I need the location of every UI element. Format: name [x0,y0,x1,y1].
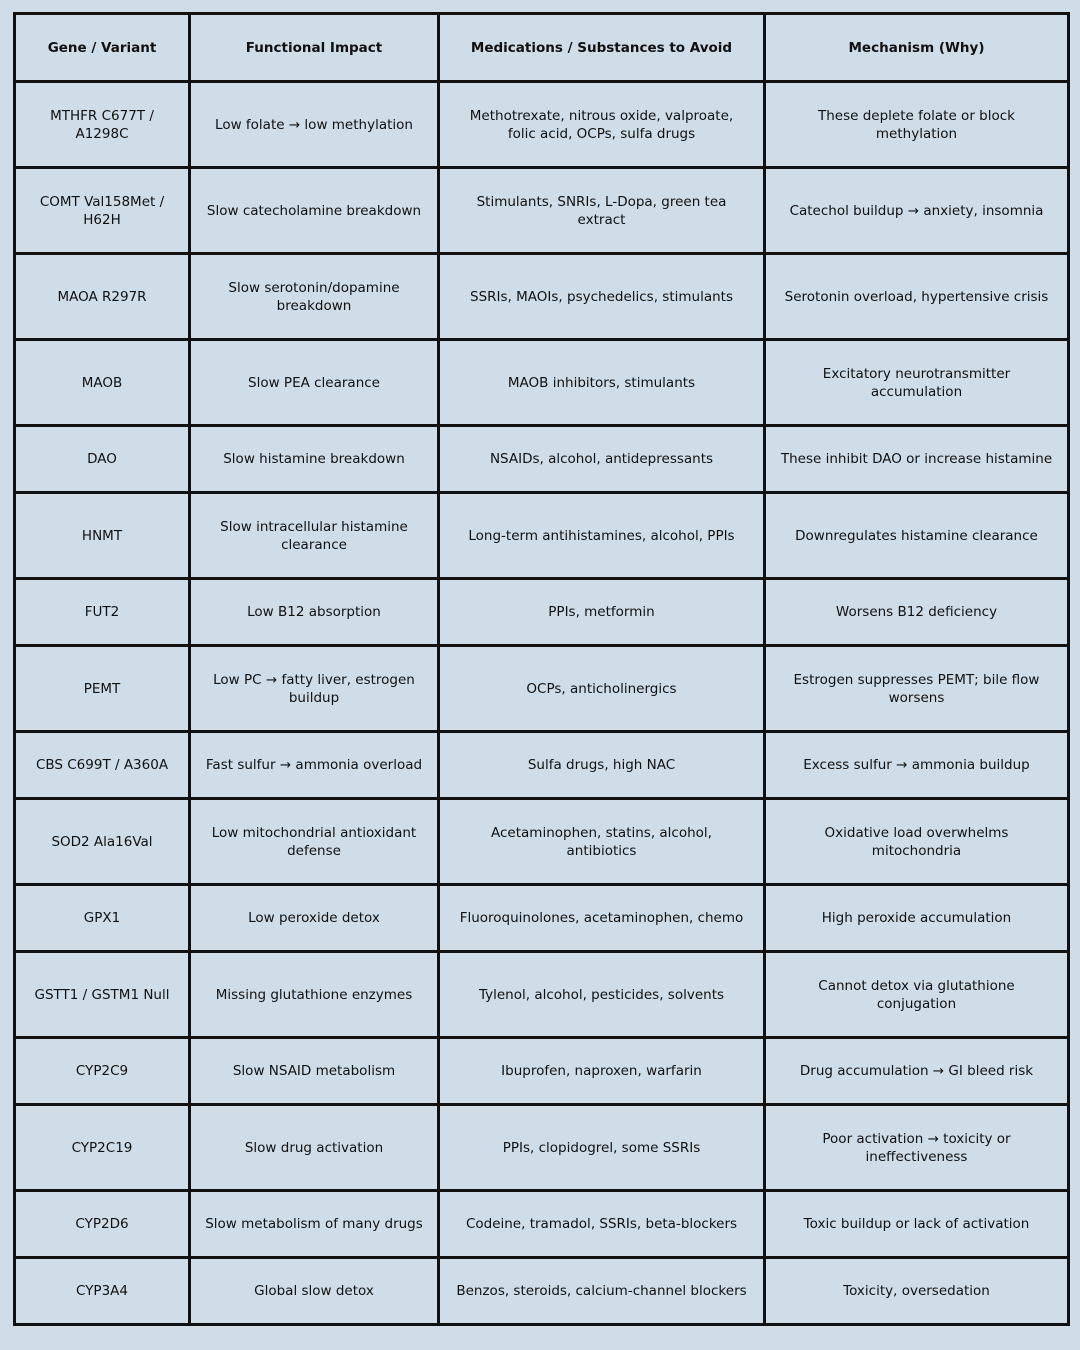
mechanism-cell: Oxidative load overwhelms mitochondria [765,799,1069,885]
header-medications-to-avoid: Medications / Substances to Avoid [439,14,765,82]
avoid-cell: Fluoroquinolones, acetaminophen, chemo [439,885,765,952]
impact-cell: Low mitochondrial antioxidant defense [190,799,439,885]
header-mechanism: Mechanism (Why) [765,14,1069,82]
avoid-cell: SSRIs, MAOIs, psychedelics, stimulants [439,254,765,340]
avoid-cell: Tylenol, alcohol, pesticides, solvents [439,952,765,1038]
header-functional-impact: Functional Impact [190,14,439,82]
impact-cell: Low B12 absorption [190,579,439,646]
header-row [15,14,1069,82]
impact-cell: Slow catecholamine breakdown [190,168,439,254]
mechanism-cell: High peroxide accumulation [765,885,1069,952]
gene-cell: GPX1 [15,885,190,952]
gene-cell: SOD2 Ala16Val [15,799,190,885]
impact-cell: Missing glutathione enzymes [190,952,439,1038]
impact-cell: Global slow detox [190,1258,439,1325]
gene-cell: GSTT1 / GSTM1 Null [15,952,190,1038]
mechanism-cell: Excess sulfur → ammonia buildup [765,732,1069,799]
avoid-cell: Codeine, tramadol, SSRIs, beta-blockers [439,1191,765,1258]
avoid-cell: OCPs, anticholinergics [439,646,765,732]
table-row [15,493,1069,579]
avoid-cell: Long-term antihistamines, alcohol, PPIs [439,493,765,579]
mechanism-cell: Excitatory neurotransmitter accumulation [765,340,1069,426]
gene-cell: DAO [15,426,190,493]
table-header [15,14,1069,82]
mechanism-cell: Drug accumulation → GI bleed risk [765,1038,1069,1105]
gene-cell: MTHFR C677T / A1298C [15,82,190,168]
table-row [15,1105,1069,1191]
table-row [15,1258,1069,1325]
impact-cell: Slow histamine breakdown [190,426,439,493]
gene-cell: CYP2D6 [15,1191,190,1258]
mechanism-cell: These deplete folate or block methylation [765,82,1069,168]
avoid-cell: Acetaminophen, statins, alcohol, antibiotics [439,799,765,885]
table-row [15,799,1069,885]
mechanism-cell: These inhibit DAO or increase histamine [765,426,1069,493]
avoid-cell: MAOB inhibitors, stimulants [439,340,765,426]
gene-cell: CYP3A4 [15,1258,190,1325]
impact-cell: Low folate → low methylation [190,82,439,168]
gene-cell: COMT Val158Met / H62H [15,168,190,254]
mechanism-cell: Cannot detox via glutathione conjugation [765,952,1069,1038]
avoid-cell: Ibuprofen, naproxen, warfarin [439,1038,765,1105]
table-row [15,885,1069,952]
mechanism-cell: Catechol buildup → anxiety, insomnia [765,168,1069,254]
table-row [15,732,1069,799]
gene-cell: CYP2C19 [15,1105,190,1191]
avoid-cell: Methotrexate, nitrous oxide, valproate, folic acid, OCPs, sulfa drugs [439,82,765,168]
mechanism-cell: Serotonin overload, hypertensive crisis [765,254,1069,340]
table-row [15,1038,1069,1105]
table-row [15,1191,1069,1258]
avoid-cell: NSAIDs, alcohol, antidepressants [439,426,765,493]
table-row [15,646,1069,732]
table-row [15,340,1069,426]
table-row [15,254,1069,340]
mechanism-cell: Toxicity, oversedation [765,1258,1069,1325]
avoid-cell: Sulfa drugs, high NAC [439,732,765,799]
avoid-cell: PPIs, metformin [439,579,765,646]
avoid-cell: Stimulants, SNRIs, L-Dopa, green tea extract [439,168,765,254]
impact-cell: Slow intracellular histamine clearance [190,493,439,579]
table-row [15,168,1069,254]
table-row [15,952,1069,1038]
mechanism-cell: Toxic buildup or lack of activation [765,1191,1069,1258]
table-row [15,82,1069,168]
gene-cell: HNMT [15,493,190,579]
impact-cell: Slow drug activation [190,1105,439,1191]
table-row [15,579,1069,646]
gene-cell: CYP2C9 [15,1038,190,1105]
impact-cell: Slow serotonin/dopamine breakdown [190,254,439,340]
avoid-cell: PPIs, clopidogrel, some SSRIs [439,1105,765,1191]
impact-cell: Slow NSAID metabolism [190,1038,439,1105]
impact-cell: Low PC → fatty liver, estrogen buildup [190,646,439,732]
gene-cell: MAOB [15,340,190,426]
impact-cell: Fast sulfur → ammonia overload [190,732,439,799]
gene-medication-table [13,12,1070,1326]
header-gene-variant: Gene / Variant [15,14,190,82]
mechanism-cell: Poor activation → toxicity or ineffectiveness [765,1105,1069,1191]
impact-cell: Low peroxide detox [190,885,439,952]
gene-cell: MAOA R297R [15,254,190,340]
mechanism-cell: Worsens B12 deficiency [765,579,1069,646]
gene-cell: FUT2 [15,579,190,646]
mechanism-cell: Downregulates histamine clearance [765,493,1069,579]
mechanism-cell: Estrogen suppresses PEMT; bile flow worsens [765,646,1069,732]
gene-cell: CBS C699T / A360A [15,732,190,799]
gene-cell: PEMT [15,646,190,732]
table-body [15,82,1069,1325]
table-row [15,426,1069,493]
avoid-cell: Benzos, steroids, calcium-channel blockers [439,1258,765,1325]
impact-cell: Slow metabolism of many drugs [190,1191,439,1258]
impact-cell: Slow PEA clearance [190,340,439,426]
